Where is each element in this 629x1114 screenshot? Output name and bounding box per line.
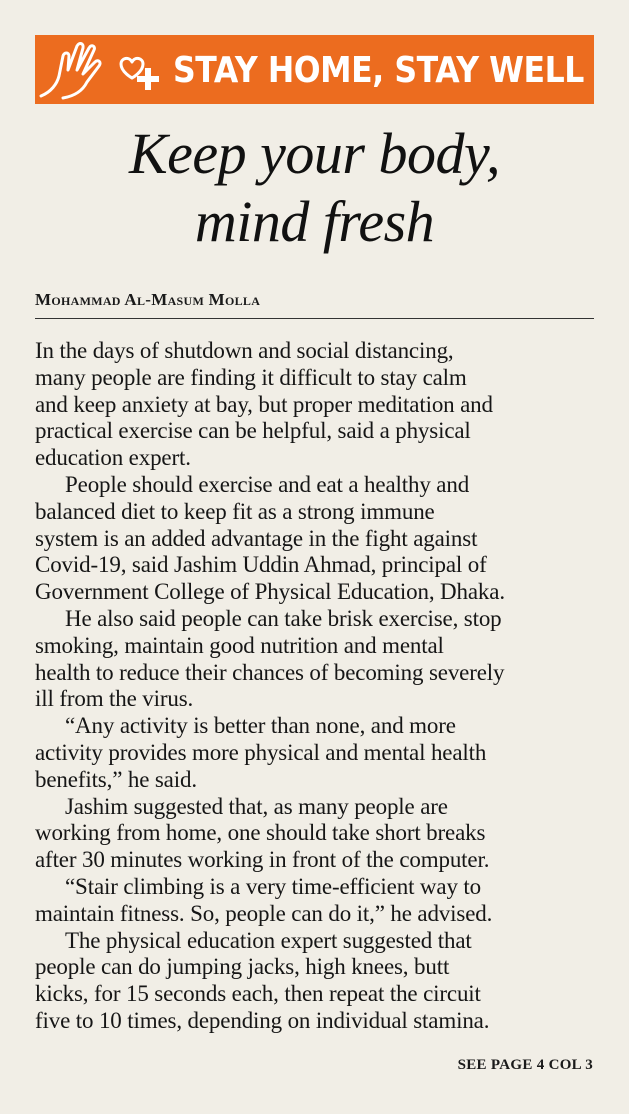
body-line: The physical education expert suggested that: [65, 927, 472, 953]
body-line: Jashim suggested that, as many people are: [65, 793, 448, 819]
byline-divider: [35, 318, 594, 319]
section-banner: [35, 35, 594, 104]
body-line: ill from the virus.: [35, 686, 194, 712]
body-line: education expert.: [35, 445, 191, 471]
body-line: Government College of Physical Education, Dhaka.: [35, 579, 505, 605]
body-line: many people are finding it difficult to stay calm: [35, 364, 467, 390]
body-line: balanced diet to keep fit as a strong immune: [35, 498, 435, 524]
author-byline: Mohammad Al-Masum Molla: [35, 290, 261, 309]
body-line: In the days of shutdown and social distancing,: [35, 338, 454, 363]
body-line: people can do jumping jacks, high knees, butt: [35, 954, 450, 980]
body-line: health to reduce their chances of becoming severely: [35, 659, 505, 685]
continuation-note: SEE PAGE 4 COL 3: [457, 1057, 593, 1073]
body-line: five to 10 times, depending on individual stamina.: [35, 1007, 490, 1033]
article-body: [35, 338, 594, 1035]
body-line: after 30 minutes working in front of the computer.: [35, 847, 490, 873]
body-line: maintain fitness. So, people can do it,” he advised.: [35, 900, 493, 926]
body-line: system is an added advantage in the fight against: [35, 525, 478, 551]
body-line: He also said people can take brisk exercise, stop: [65, 605, 502, 631]
body-line: practical exercise can be helpful, said a physical: [35, 418, 471, 444]
body-line: working from home, one should take short breaks: [35, 820, 486, 846]
banner-title: STAY HOME, STAY WELL: [173, 50, 584, 91]
article-headline: [35, 120, 594, 256]
body-line: activity provides more physical and mental health: [35, 739, 487, 765]
body-line: kicks, for 15 seconds each, then repeat the circuit: [35, 981, 481, 1007]
headline-line: mind fresh: [194, 189, 435, 254]
body-line: benefits,” he said.: [35, 766, 197, 792]
body-line: “Any activity is better than none, and more: [65, 713, 456, 739]
hand-heart-plus-icon: [37, 40, 165, 100]
body-line: People should exercise and eat a healthy and: [65, 471, 470, 497]
body-line: “Stair climbing is a very time-efficient way to: [65, 873, 481, 899]
body-line: and keep anxiety at bay, but proper meditation and: [35, 391, 493, 417]
body-line: Covid-19, said Jashim Uddin Ahmad, principal of: [35, 552, 487, 578]
headline-line: Keep your body,: [128, 121, 501, 186]
body-line: smoking, maintain good nutrition and mental: [35, 632, 444, 658]
